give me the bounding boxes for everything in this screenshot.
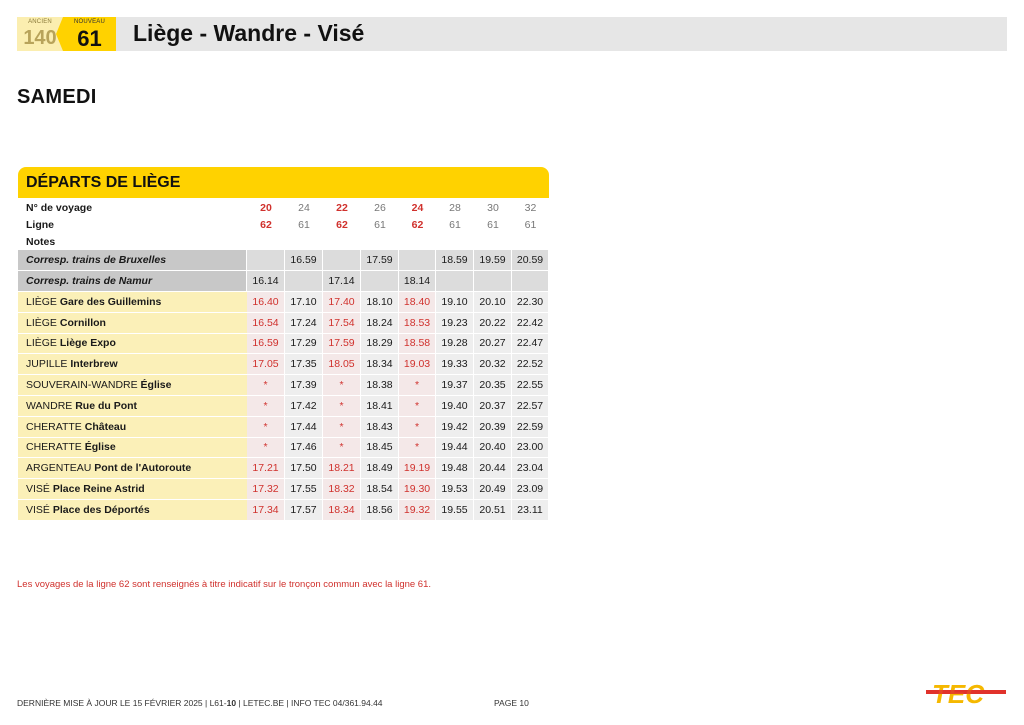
stop-time: * [323, 396, 361, 417]
stop-time: * [399, 396, 436, 417]
stop-time: 19.03 [399, 354, 436, 375]
stop-time: 20.51 [474, 500, 512, 521]
stop-time: 19.28 [436, 334, 474, 355]
stop-time: 19.44 [436, 438, 474, 459]
meta-cell-voyage: 26 [374, 201, 386, 214]
meta-cell-ligne: 61 [449, 218, 461, 231]
new-line-number: 61 [77, 26, 102, 51]
stop-place: LIÈGE [26, 295, 60, 308]
route-title: Liège - Wandre - Visé [133, 20, 365, 46]
stop-label [18, 313, 247, 334]
stop-time: 17.29 [285, 334, 323, 355]
stop-label [18, 375, 247, 396]
stop-time: 17.42 [285, 396, 323, 417]
stop-time: 18.45 [361, 438, 399, 459]
stop-time: 20.49 [474, 479, 512, 500]
stop-place: VISÉ [26, 483, 53, 496]
stop-time: 20.32 [474, 354, 512, 375]
stop-time: * [247, 396, 285, 417]
tec-logo [926, 677, 1006, 711]
stop-time: 17.55 [285, 479, 323, 500]
stop-time: 22.52 [512, 354, 549, 375]
stop-time: 18.40 [399, 292, 436, 313]
stop-name: Place des Déportés [52, 503, 150, 516]
footnote: Les voyages de la ligne 62 sont renseignés à titre indicatif sur le tronçon commun avec la ligne 61. [17, 579, 432, 590]
stop-time: 17.46 [285, 438, 323, 459]
corresp-time: 20.59 [512, 250, 549, 271]
stop-time: 22.42 [512, 313, 549, 334]
stop-label [18, 354, 247, 375]
meta-cell-voyage: 24 [298, 201, 310, 214]
stop-place: JUPILLE [26, 358, 71, 371]
corresp-row [18, 271, 549, 292]
meta-cell-voyage: 30 [487, 201, 499, 214]
stop-time: 16.40 [247, 292, 285, 313]
corresp-time [436, 271, 474, 292]
stop-time: 17.34 [247, 500, 285, 521]
stop-time: 22.30 [512, 292, 549, 313]
corresp-label: Corresp. trains de Bruxelles [18, 250, 247, 271]
footer-info: | LETEC.BE | INFO TEC 04/361.94.44 [236, 698, 383, 708]
stop-name: Interbrew [70, 358, 118, 371]
meta-cell-notes [512, 233, 549, 250]
corresp-time [512, 271, 549, 292]
stop-label [18, 500, 247, 521]
stop-time: 20.44 [474, 458, 512, 479]
stop-time: 17.50 [285, 458, 323, 479]
stop-label [18, 417, 247, 438]
stop-time: 18.53 [399, 313, 436, 334]
corresp-time [285, 271, 323, 292]
footer-page-ref: 10 [226, 698, 237, 708]
old-line-label: ANCIEN [28, 19, 52, 25]
stop-time: 18.05 [323, 354, 361, 375]
meta-row-voyage [18, 199, 549, 216]
stop-time: 18.21 [323, 458, 361, 479]
meta-label-notes: Notes [26, 235, 56, 248]
stop-row [18, 292, 549, 313]
stop-time: 20.37 [474, 396, 512, 417]
meta-cell-voyage: 24 [411, 201, 424, 214]
stop-time: 18.10 [361, 292, 399, 313]
meta-cell-voyage: 28 [449, 201, 461, 214]
stop-time: 19.55 [436, 500, 474, 521]
stop-time: 18.54 [361, 479, 399, 500]
footer-update: DERNIÈRE MISE À JOUR LE 15 FÉVRIER 2025 | L61- [17, 698, 227, 708]
stop-time: 18.34 [361, 354, 399, 375]
stop-time: 19.33 [436, 354, 474, 375]
stop-place: CHERATTE [26, 441, 85, 454]
stop-time: 20.10 [474, 292, 512, 313]
meta-row-ligne [18, 216, 549, 233]
stop-time: 19.10 [436, 292, 474, 313]
corresp-time: 18.14 [399, 271, 436, 292]
stop-time: * [399, 417, 436, 438]
stop-time: * [247, 375, 285, 396]
corresp-row [18, 250, 549, 271]
stop-name: Église [140, 379, 172, 392]
meta-cell-notes [361, 233, 399, 250]
stop-place: CHERATTE [26, 420, 85, 433]
corresp-label: Corresp. trains de Namur [18, 271, 247, 292]
stop-time: 23.00 [512, 438, 549, 459]
meta-cell-ligne: 61 [524, 218, 537, 231]
stop-time: 23.04 [512, 458, 549, 479]
meta-row-notes [18, 233, 549, 250]
meta-cell-notes [474, 233, 512, 250]
stop-time: * [247, 438, 285, 459]
old-line-number: 140 [23, 27, 57, 49]
stop-time: 20.27 [474, 334, 512, 355]
stop-time: * [323, 417, 361, 438]
new-line-badge [63, 17, 116, 51]
stop-time: 19.37 [436, 375, 474, 396]
stop-name: Château [84, 420, 127, 433]
stop-place: VISÉ [26, 503, 53, 516]
meta-cell-notes [323, 233, 361, 250]
stop-time: 18.58 [399, 334, 436, 355]
stop-time: 19.48 [436, 458, 474, 479]
corresp-time: 16.59 [285, 250, 323, 271]
meta-cell-voyage: 32 [524, 201, 537, 214]
stop-place: SOUVERAIN-WANDRE [26, 379, 141, 392]
section-title: DÉPARTS DE LIÈGE [26, 174, 181, 191]
meta-cell-notes [285, 233, 323, 250]
corresp-time: 18.59 [436, 250, 474, 271]
stop-time: 19.53 [436, 479, 474, 500]
corresp-time [247, 250, 285, 271]
stop-name: Gare des Guillemins [59, 295, 162, 308]
stop-time: 17.05 [247, 354, 285, 375]
stop-time: 18.29 [361, 334, 399, 355]
stop-time: 18.56 [361, 500, 399, 521]
stop-time: 17.57 [285, 500, 323, 521]
stop-row [18, 417, 549, 438]
stop-time: 17.10 [285, 292, 323, 313]
stop-time: * [247, 417, 285, 438]
stop-time: 23.11 [512, 500, 549, 521]
page-number: PAGE 10 [494, 698, 529, 708]
stop-time: 19.40 [436, 396, 474, 417]
stop-place: LIÈGE [26, 316, 60, 329]
footer [17, 698, 383, 708]
stop-time: 19.30 [399, 479, 436, 500]
stop-row [18, 438, 549, 459]
stop-time: 17.39 [285, 375, 323, 396]
stop-row [18, 396, 549, 417]
stop-time: 18.34 [323, 500, 361, 521]
stop-label [18, 396, 247, 417]
stop-label [18, 334, 247, 355]
meta-cell-ligne: 62 [336, 218, 348, 231]
meta-cell-voyage: 20 [260, 201, 272, 214]
corresp-time [399, 250, 436, 271]
stop-place: ARGENTEAU [26, 462, 95, 475]
stop-time: 22.57 [512, 396, 549, 417]
stop-place: LIÈGE [26, 337, 60, 350]
stop-row [18, 458, 549, 479]
meta-cell-ligne: 61 [298, 218, 310, 231]
stop-time: 18.49 [361, 458, 399, 479]
meta-cell-voyage: 22 [336, 201, 348, 214]
stop-label [18, 292, 247, 313]
stop-time: 17.24 [285, 313, 323, 334]
stop-time: 16.54 [247, 313, 285, 334]
stop-time: 19.42 [436, 417, 474, 438]
stop-label [18, 479, 247, 500]
stop-place: WANDRE [26, 399, 76, 412]
stop-time: 20.39 [474, 417, 512, 438]
stop-time: 18.32 [323, 479, 361, 500]
meta-cell-ligne: 61 [374, 218, 386, 231]
stop-row [18, 500, 549, 521]
meta-label-ligne: Ligne [26, 218, 54, 231]
new-line-label: NOUVEAU [73, 19, 106, 25]
stop-time: 16.59 [247, 334, 285, 355]
stop-time: 22.59 [512, 417, 549, 438]
stop-time: 17.32 [247, 479, 285, 500]
stop-name: Rue du Pont [75, 399, 138, 412]
stop-time: 22.55 [512, 375, 549, 396]
stop-time: 17.59 [323, 334, 361, 355]
stop-name: Liège Expo [59, 337, 116, 350]
stop-time: 17.35 [285, 354, 323, 375]
stop-time: 18.24 [361, 313, 399, 334]
stop-label [18, 438, 247, 459]
corresp-time: 19.59 [474, 250, 512, 271]
stop-label [18, 458, 247, 479]
stop-name: Pont de l'Autoroute [94, 462, 192, 475]
stop-name: Cornillon [59, 316, 106, 329]
meta-cell-ligne: 62 [411, 218, 424, 231]
stop-time: * [399, 375, 436, 396]
stop-time: 17.40 [323, 292, 361, 313]
day-title: SAMEDI [17, 86, 97, 108]
stop-time: * [323, 375, 361, 396]
stop-name: Église [84, 441, 116, 454]
stop-time: 20.35 [474, 375, 512, 396]
corresp-time: 16.14 [247, 271, 285, 292]
corresp-time [474, 271, 512, 292]
stop-time: 19.23 [436, 313, 474, 334]
stop-time: 17.44 [285, 417, 323, 438]
stop-row [18, 313, 549, 334]
stop-row [18, 479, 549, 500]
stop-row [18, 334, 549, 355]
stop-row [18, 375, 549, 396]
stop-time: 17.54 [323, 313, 361, 334]
corresp-time [323, 250, 361, 271]
stop-row [18, 354, 549, 375]
meta-cell-notes [247, 233, 285, 250]
stop-time: * [399, 438, 436, 459]
corresp-time [361, 271, 399, 292]
meta-cell-notes [399, 233, 436, 250]
stop-time: * [323, 438, 361, 459]
stop-time: 18.38 [361, 375, 399, 396]
stop-time: 19.19 [399, 458, 436, 479]
stop-name: Place Reine Astrid [52, 483, 145, 496]
stop-time: 18.43 [361, 417, 399, 438]
stop-time: 23.09 [512, 479, 549, 500]
section-header [18, 167, 549, 198]
meta-cell-notes [436, 233, 474, 250]
timetable [18, 199, 549, 521]
stop-time: 20.40 [474, 438, 512, 459]
stop-time: 17.21 [247, 458, 285, 479]
stop-time: 22.47 [512, 334, 549, 355]
meta-cell-ligne: 62 [260, 218, 272, 231]
corresp-time: 17.59 [361, 250, 399, 271]
stop-time: 19.32 [399, 500, 436, 521]
corresp-time: 17.14 [323, 271, 361, 292]
meta-cell-ligne: 61 [487, 218, 499, 231]
stop-time: 18.41 [361, 396, 399, 417]
stop-time: 20.22 [474, 313, 512, 334]
meta-label-voyage: N° de voyage [26, 201, 93, 214]
